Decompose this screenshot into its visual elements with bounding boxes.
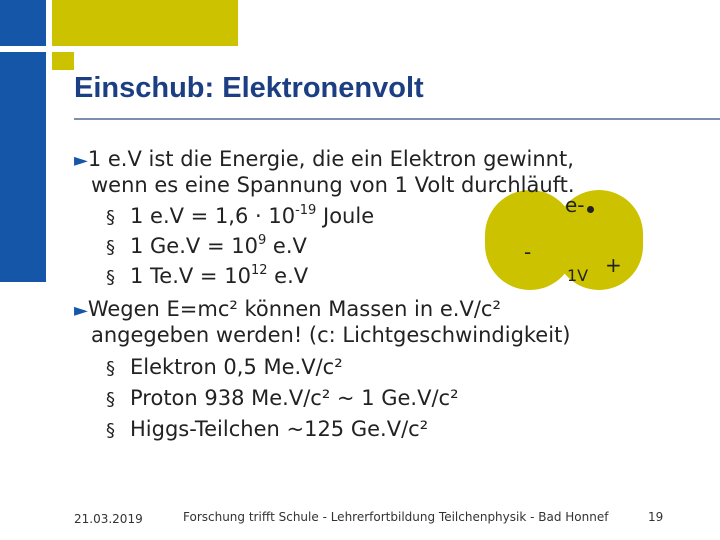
sub-marker: §	[106, 237, 115, 258]
bullet-1-line-2: wenn es eine Spannung von 1 Volt durchläuft.	[91, 173, 575, 197]
sub-item-proton: § Proton 938 Me.V/c² ~ 1 Ge.V/c²	[106, 385, 459, 413]
voltage-label: 1V	[567, 266, 589, 285]
title-divider	[74, 118, 720, 120]
bullet-2-line-2: angegeben werden! (c: Lichtgeschwindigkeit)	[91, 323, 571, 347]
sub-marker: §	[106, 207, 115, 228]
sub-marker: §	[106, 267, 115, 288]
bullet-1-text-a: 1 e.V ist die Energie, die ein Elektron gewinnt,	[87, 147, 574, 171]
bullet-marker: ►	[74, 300, 88, 321]
electron-dot	[587, 206, 594, 213]
minus-sign: -	[524, 240, 532, 264]
header-block-yellow	[52, 0, 238, 46]
bullet-marker: ►	[74, 150, 88, 171]
footer-date: 21.03.2019	[74, 512, 143, 526]
sub-item-ev: § 1 $e.V = 1,6 \cdot 10^{-19}$ Joule	[106, 203, 374, 233]
sub-item-electron: § Elektron 0,5 Me.V/c²	[106, 354, 343, 382]
slide-title: Einschub: Elektronenvolt	[74, 72, 424, 104]
header-block-blue-left	[0, 52, 46, 282]
sub-marker: §	[106, 358, 115, 379]
bullet-1-line-1	[74, 146, 574, 174]
header-block-yellow-small	[52, 52, 74, 70]
header-block-blue	[0, 0, 46, 46]
sub-item-higgs: § Higgs-Teilchen ~125 Ge.V/c²	[106, 416, 428, 444]
plus-sign: +	[605, 253, 622, 277]
sub-marker: §	[106, 420, 115, 441]
bullet-2-line-1	[74, 296, 501, 324]
page-number: 19	[648, 510, 664, 524]
bullet-2-text-a: Wegen E=mc² können Massen in e.V/c²	[87, 297, 501, 321]
electron-label: e-	[565, 193, 585, 217]
sub-marker: §	[106, 389, 115, 410]
sub-item-gev: § 1 $Ge.V = 10^9$ e.V	[106, 233, 307, 263]
sub-item-tev: § 1 $Te.V = 10^{12}$ e.V	[106, 263, 308, 293]
footer-center: Forschung trifft Schule - Lehrerfortbildung Teilchenphysik - Bad Honnef	[183, 510, 609, 524]
